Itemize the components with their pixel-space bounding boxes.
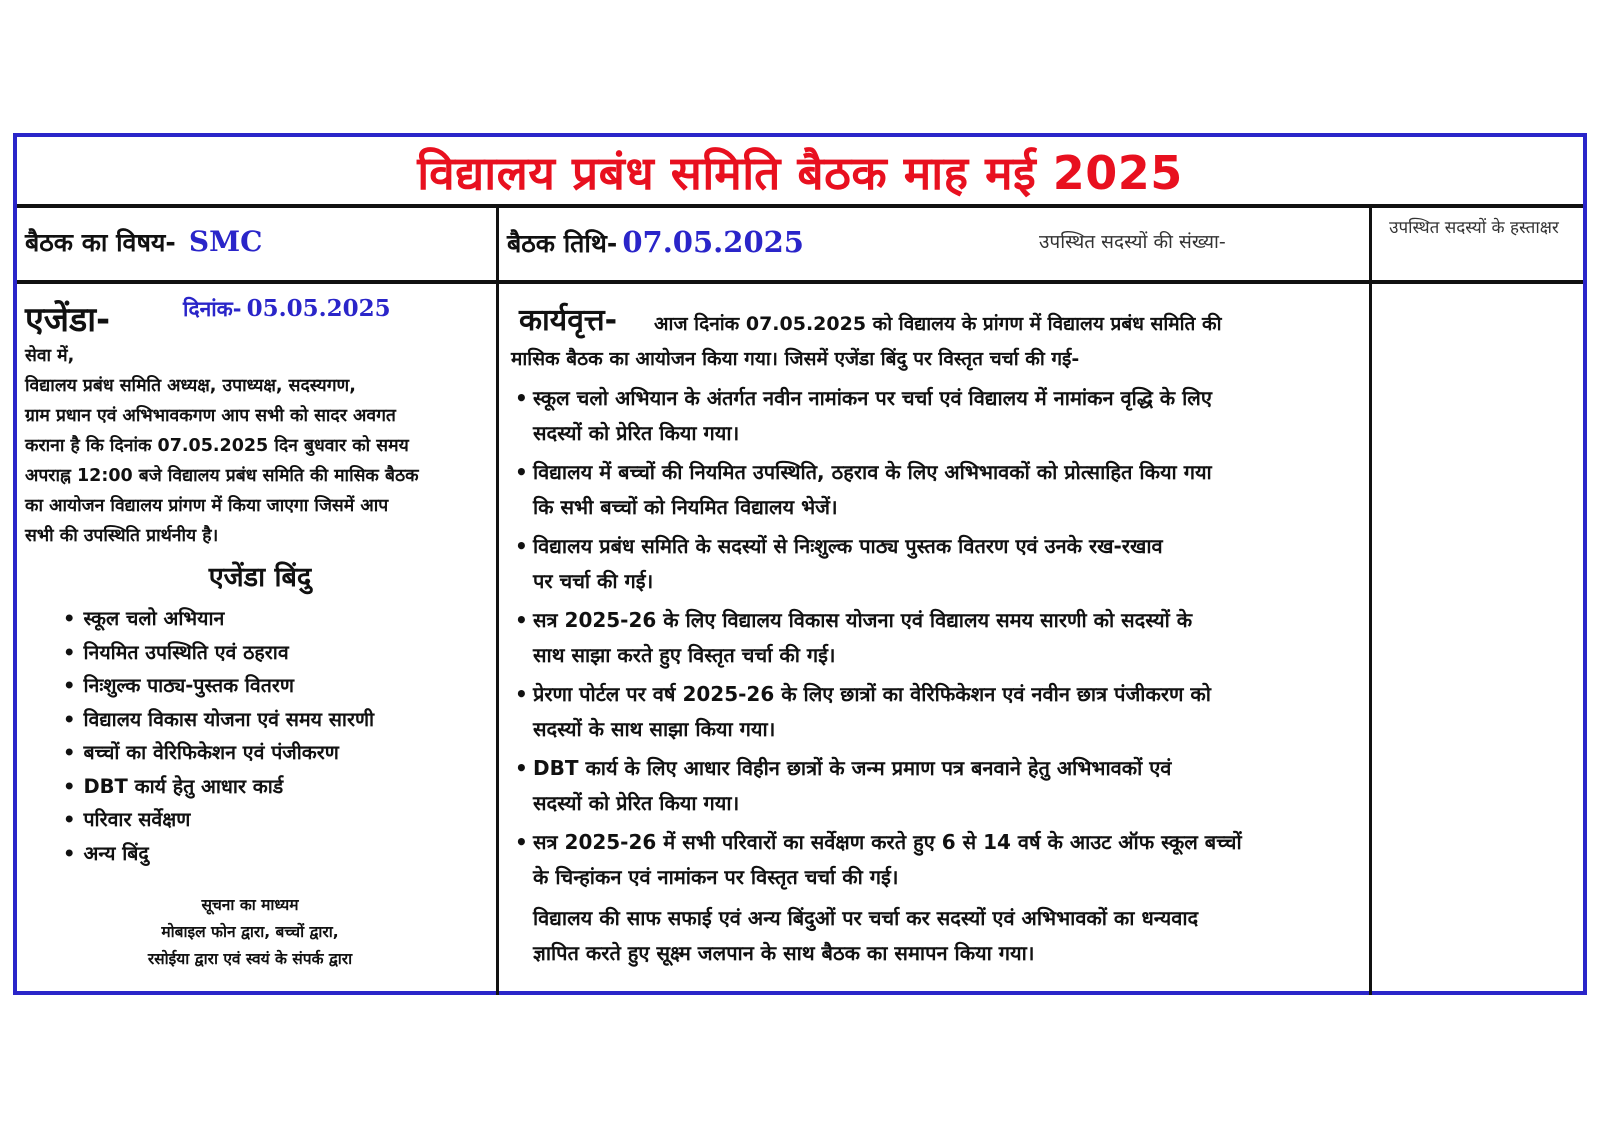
minutes-item bbox=[511, 381, 1363, 451]
attendance-count-label: उपस्थित सदस्यों की संख्या- bbox=[1039, 231, 1226, 253]
agenda-date-label: दिनांक- bbox=[183, 297, 242, 321]
minutes-item-line: कि सभी बच्चों को नियमित विद्यालय भेजें। bbox=[533, 495, 838, 519]
minutes-item-line: • सत्र 2025-26 में सभी परिवारों का सर्वेक्षण करते हुए 6 से 14 वर्ष के आउट ऑफ स्कूल बच्चों bbox=[533, 830, 1242, 854]
minutes-section bbox=[511, 303, 1363, 971]
letter-line: अपराह्न 12:00 बजे विद्यालय प्रबंध समिति की मासिक बैठक bbox=[25, 466, 419, 486]
minutes-item-line: • DBT कार्य के लिए आधार विहीन छात्रों के जन्म प्रमाण पत्र बनवाने हेतु अभिभावकों एवं bbox=[533, 756, 1172, 780]
minutes-item bbox=[511, 529, 1363, 599]
agenda-date-value: 05.05.2025 bbox=[246, 295, 391, 322]
letter-line: सभी की उपस्थिति प्रार्थनीय है। bbox=[25, 526, 219, 546]
title-divider bbox=[17, 204, 1583, 208]
letter-line: का आयोजन विद्यालय प्रांगण में किया जाएगा जिसमें आप bbox=[25, 496, 389, 516]
minutes-item-line: पर चर्चा की गई। bbox=[533, 569, 654, 593]
minutes-heading: कार्यवृत्त- bbox=[519, 303, 618, 338]
minutes-item-line: सदस्यों को प्रेरित किया गया। bbox=[533, 791, 740, 815]
signature-area bbox=[1372, 284, 1583, 991]
minutes-intro-line: मासिक बैठक का आयोजन किया गया। जिसमें एजेंडा बिंदु पर विस्तृत चर्चा की गई- bbox=[511, 348, 1080, 370]
letter-line: सेवा में, bbox=[25, 346, 75, 366]
letter-line: ग्राम प्रधान एवं अभिभावकगण आप सभी को सादर अवगत bbox=[25, 406, 396, 426]
minutes-item-line: सदस्यों के साथ साझा किया गया। bbox=[533, 717, 776, 741]
agenda-point: • परिवार सर्वेक्षण bbox=[63, 803, 495, 837]
minutes-item-line: के चिन्हांकन एवं नामांकन पर विस्तृत चर्चा की गई। bbox=[533, 865, 899, 889]
minutes-item-line: साथ साझा करते हुए विस्तृत चर्चा की गई। bbox=[533, 643, 836, 667]
info-line: मोबाइल फोन द्वारा, बच्चों द्वारा, bbox=[161, 923, 339, 941]
minutes-intro-line: आज दिनांक 07.05.2025 को विद्यालय के प्रांगण में विद्यालय प्रबंध समिति की bbox=[654, 313, 1222, 335]
minutes-item-line: • स्कूल चलो अभियान के अंतर्गत नवीन नामांकन पर चर्चा एवं विद्यालय में नामांकन वृद्धि के लिए bbox=[533, 386, 1212, 410]
agenda-point: • निःशुल्क पाठ्य-पुस्तक वितरण bbox=[63, 669, 495, 703]
minutes-closing bbox=[511, 901, 1363, 971]
minutes-closing-line: विद्यालय की साफ सफाई एवं अन्य बिंदुओं पर चर्चा कर सदस्यों एवं अभिभावकों का धन्यवाद bbox=[533, 906, 1199, 930]
agenda-points-heading: एजेंडा बिंदु bbox=[208, 562, 312, 593]
smc-meeting-document bbox=[13, 133, 1587, 995]
letter-line: कराना है कि दिनांक 07.05.2025 दिन बुधवार को समय bbox=[25, 436, 409, 456]
agenda-point: • बच्चों का वेरिफिकेशन एवं पंजीकरण bbox=[63, 736, 495, 770]
minutes-item bbox=[511, 603, 1363, 673]
info-line: रसोईया द्वारा एवं स्वयं के संपर्क द्वारा bbox=[147, 950, 353, 968]
meeting-date-label: बैठक तिथि- bbox=[507, 229, 618, 258]
meeting-date bbox=[507, 225, 907, 260]
column-divider-1 bbox=[496, 207, 499, 995]
info-line: सूचना का माध्यम bbox=[201, 896, 299, 914]
subject-value: SMC bbox=[188, 225, 263, 258]
letter-line: विद्यालय प्रबंध समिति अध्यक्ष, उपाध्यक्ष, सदस्यगण, bbox=[25, 376, 356, 396]
agenda-letter bbox=[25, 341, 495, 551]
meeting-date-value: 07.05.2025 bbox=[622, 225, 804, 259]
minutes-item bbox=[511, 455, 1363, 525]
minutes-item-line: सदस्यों को प्रेरित किया गया। bbox=[533, 421, 740, 445]
agenda-point: • अन्य बिंदु bbox=[63, 837, 495, 871]
agenda-point: • नियमित उपस्थिति एवं ठहराव bbox=[63, 636, 495, 670]
agenda-point: • स्कूल चलो अभियान bbox=[63, 602, 495, 636]
minutes-item-line: • विद्यालय प्रबंध समिति के सदस्यों से निःशुल्क पाठ्य पुस्तक वितरण एवं उनके रख-रखाव bbox=[533, 534, 1163, 558]
minutes-item-line: • प्रेरणा पोर्टल पर वर्ष 2025-26 के लिए छात्रों का वेरिफिकेशन एवं नवीन छात्र पंजीकरण को bbox=[533, 682, 1211, 706]
agenda-point: • DBT कार्य हेतु आधार कार्ड bbox=[63, 770, 495, 804]
info-medium bbox=[25, 892, 475, 973]
agenda-point: • विद्यालय विकास योजना एवं समय सारणी bbox=[63, 703, 495, 737]
minutes-item-line: • सत्र 2025-26 के लिए विद्यालय विकास योजना एवं विद्यालय समय सारणी को सदस्यों के bbox=[533, 608, 1193, 632]
page-title: विद्यालय प्रबंध समिति बैठक माह मई 2025 bbox=[417, 146, 1183, 200]
meeting-subject bbox=[25, 225, 495, 259]
header-divider bbox=[17, 280, 1583, 284]
minutes-item bbox=[511, 751, 1363, 821]
signature-column-header: उपस्थित सदस्यों के हस्ताक्षर bbox=[1389, 218, 1559, 238]
agenda-points-list bbox=[63, 602, 495, 870]
agenda-section bbox=[25, 295, 495, 973]
minutes-item-line: • विद्यालय में बच्चों की नियमित उपस्थिति, ठहराव के लिए अभिभावकों को प्रोत्साहित किया गया bbox=[533, 460, 1212, 484]
minutes-closing-line: ज्ञापित करते हुए सूक्ष्म जलपान के साथ बैठक का समापन किया गया। bbox=[533, 941, 1035, 965]
subject-label: बैठक का विषय- bbox=[25, 228, 176, 257]
minutes-item bbox=[511, 677, 1363, 747]
agenda-heading: एजेंडा- bbox=[25, 300, 111, 340]
minutes-item bbox=[511, 825, 1363, 895]
